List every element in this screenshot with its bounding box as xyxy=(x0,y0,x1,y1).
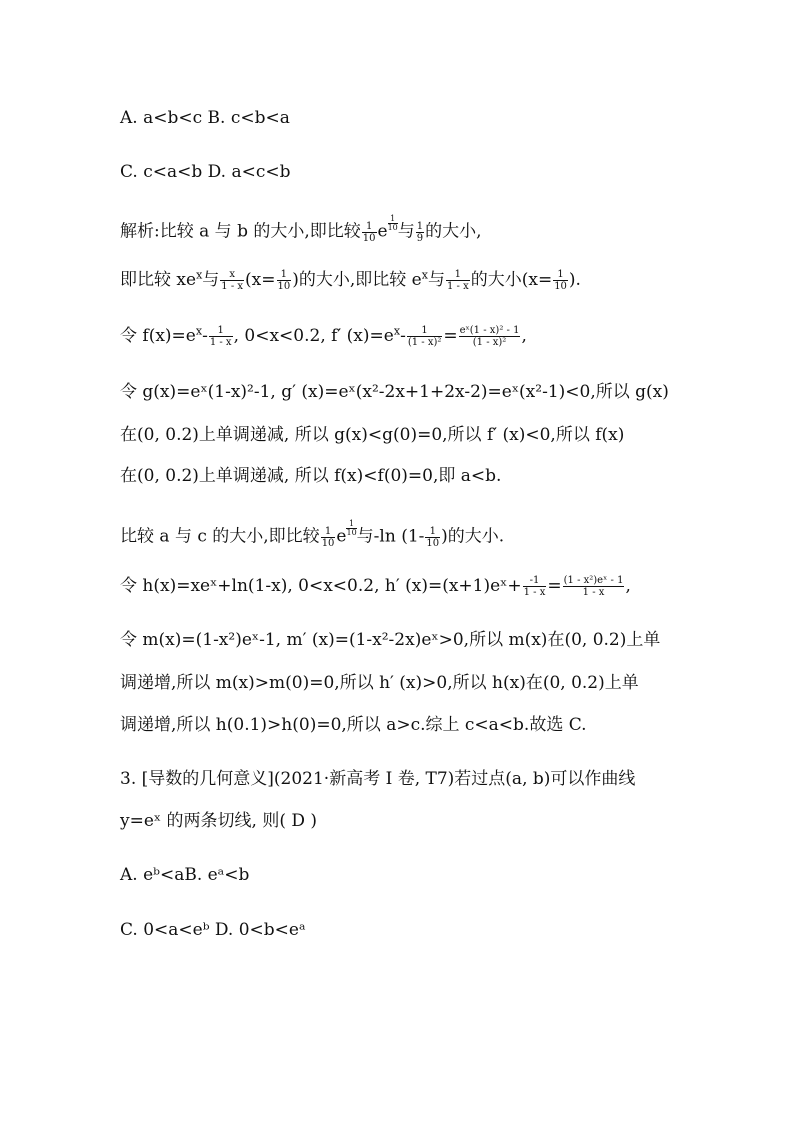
text-segment: 的大小(x= xyxy=(470,270,553,290)
text-segment: 与 xyxy=(202,270,220,290)
analysis-line-5: 在(0, 0.2)上单调递减, 所以 g(x)<g(0)=0,所以 f′ (x)<0,所以 f(x) xyxy=(120,425,625,445)
text-segment: , xyxy=(625,576,631,596)
fraction: $\frac{\text{eˣ(1 - x)² - 1}}{\text{(1 - x)²}}$ xyxy=(459,325,520,348)
text-segment: e xyxy=(377,221,388,242)
text-segment: 与-ln (1- xyxy=(356,526,425,547)
text-segment: 比较 a 与 c 的大小,即比较 xyxy=(120,526,320,547)
fraction: $\frac{x}{1 - x}$ xyxy=(221,269,244,292)
analysis-line-10: 调递增,所以 m(x)>m(0)=0,所以 h′ (x)>0,所以 h(x)在(0, 0.2)上单 xyxy=(120,673,639,693)
text-segment: 与 xyxy=(427,270,445,290)
superscript: x xyxy=(393,324,401,338)
fraction: $\frac{1}{10}$ xyxy=(426,525,440,549)
superscript: x xyxy=(421,268,428,282)
analysis-line-7 xyxy=(120,520,504,549)
text-segment: 的大小, xyxy=(425,221,482,242)
exponent-fraction: $\frac{1}{10}$ xyxy=(346,519,357,537)
question-3-line-1: 3. [导数的几何意义](2021·新高考 I 卷, T7)若过点(a, b)可以作曲线 xyxy=(120,769,636,789)
analysis-line-2 xyxy=(120,268,581,292)
text-segment: )的大小. xyxy=(441,526,505,547)
option-line-cd: C. c<a<b D. a<c<b xyxy=(120,162,291,182)
analysis-line-3 xyxy=(120,324,527,348)
text-segment: (x= xyxy=(245,270,276,290)
fraction: $\frac{-1}{1 - x}$ xyxy=(523,575,546,598)
fraction: $\frac{1}{10}$ xyxy=(277,269,291,292)
text-segment: = xyxy=(547,576,562,596)
fraction: $\frac{\text{(1 - x²)eˣ - 1}}{1 - x}$ xyxy=(563,575,624,598)
analysis-line-6: 在(0, 0.2)上单调递减, 所以 f(x)<f(0)=0,即 a<b. xyxy=(120,466,502,486)
text-segment: , xyxy=(521,326,527,346)
text-segment: 与 xyxy=(397,221,415,242)
fraction: $\frac{1}{10}$ xyxy=(321,525,335,549)
analysis-line-9: 令 m(x)=(1-x²)eˣ-1, m′ (x)=(1-x²-2x)eˣ>0,所以 m(x)在(0, 0.2)上单 xyxy=(120,630,661,650)
text-segment: e xyxy=(336,526,347,547)
question-3-line-2: y=eˣ 的两条切线, 则( D ) xyxy=(120,811,318,831)
analysis-line-1 xyxy=(120,215,482,244)
text-segment: )的大小,即比较 e xyxy=(292,270,422,290)
superscript: x xyxy=(195,324,203,338)
fraction: $\frac{1}{1 - x}$ xyxy=(209,325,232,348)
text-segment: = xyxy=(443,326,458,346)
text-segment: 令 h(x)=xeˣ+ln(1-x), 0<x<0.2, h′ (x)=(x+1)eˣ+ xyxy=(120,576,522,596)
fraction: $\frac{1}{10}$ xyxy=(362,220,376,244)
exponent-fraction: $\frac{1}{10}$ xyxy=(387,214,398,232)
fraction: $\frac{1}{\text{(1 - x)²}}$ xyxy=(407,325,442,348)
analysis-line-11: 调递增,所以 h(0.1)>h(0)=0,所以 a>c.综上 c<a<b.故选 C. xyxy=(120,715,587,735)
question-3-options-cd: C. 0<a<eᵇ D. 0<b<eᵃ xyxy=(120,920,306,940)
fraction: $\frac{1}{9}$ xyxy=(416,220,424,244)
text-segment: 令 f(x)=e xyxy=(120,326,196,346)
superscript: x xyxy=(196,268,203,282)
analysis-line-4: 令 g(x)=eˣ(1-x)²-1, g′ (x)=eˣ(x²-2x+1+2x-2)=eˣ(x²-1)<0,所以 g(x) xyxy=(120,382,669,402)
analysis-line-8 xyxy=(120,574,631,598)
option-line-ab: A. a<b<c B. c<b<a xyxy=(120,108,290,128)
text-segment: ). xyxy=(568,270,581,290)
fraction: $\frac{1}{1 - x}$ xyxy=(446,269,469,292)
fraction: $\frac{1}{10}$ xyxy=(554,269,567,292)
text-segment: , 0<x<0.2, f′ (x)=e xyxy=(233,326,394,346)
text-segment: 即比较 xe xyxy=(120,270,197,290)
text-segment: - xyxy=(400,326,406,346)
text-segment: 解析:比较 a 与 b 的大小,即比较 xyxy=(120,221,361,242)
question-3-options-ab: A. eᵇ<aB. eᵃ<b xyxy=(120,865,250,885)
text-segment: - xyxy=(202,326,208,346)
